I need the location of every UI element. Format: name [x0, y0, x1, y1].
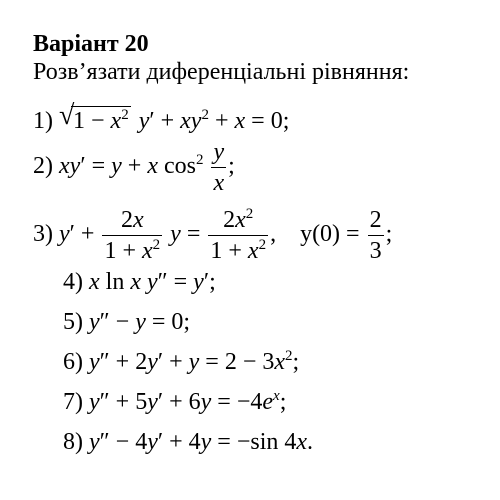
task-instruction: Розв’язати диференціальні рівняння:: [33, 59, 410, 85]
variant-title: Варіант 20: [33, 31, 149, 57]
equation-4: 4) x ln x y″ = y′;: [63, 269, 216, 295]
equation-5: 5) y″ − y = 0;: [63, 309, 191, 335]
equation-8: 8) y″ − 4y′ + 4y = −sin 4x.: [63, 429, 314, 455]
fraction-2-over-3: $\frac{2}{3}$: [369, 207, 382, 264]
equation-8-label: 8): [63, 429, 83, 455]
equation-7-label: 7): [63, 389, 83, 415]
equation-3-label: 3): [33, 221, 53, 248]
equation-7: 7) $y'' + 5y' + 6y = -4e^x$;: [63, 388, 287, 415]
equation-1: 1) √ $1 - x^2$ $y' + xy^2 + x = 0$;: [33, 100, 290, 134]
equation-3: 3) y′ + $\frac{2x}{1 + x^2}$ y = $\frac{2x^2}{1 + x^2}$ , y(0) = $\frac{2}{3}$ ;: [33, 206, 393, 264]
equation-5-label: 5): [63, 309, 83, 335]
fraction-2x-over-1plusx2: $\frac{2x}{1 + x^2}$: [104, 207, 161, 264]
equation-2-label: 2): [33, 153, 53, 180]
initial-condition: y(0) =: [300, 221, 360, 248]
equation-6: 6) $y'' + 2y' + y = 2 - 3x^2$;: [63, 348, 300, 375]
fraction-y-over-x: $\frac{y}{x}$: [213, 139, 225, 196]
equation-6-label: 6): [63, 349, 83, 375]
equation-1-label: 1): [33, 108, 53, 134]
equation-4-label: 4): [63, 269, 83, 295]
sqrt-expression: √ $1 - x^2$: [59, 100, 129, 134]
fraction-2x2-over-1plusx2: $\frac{2x^2}{1 + x^2}$: [210, 206, 267, 264]
equation-2: 2) xy′ = y + x $\cos^2$ $\frac{y}{x}$ ;: [33, 139, 235, 196]
